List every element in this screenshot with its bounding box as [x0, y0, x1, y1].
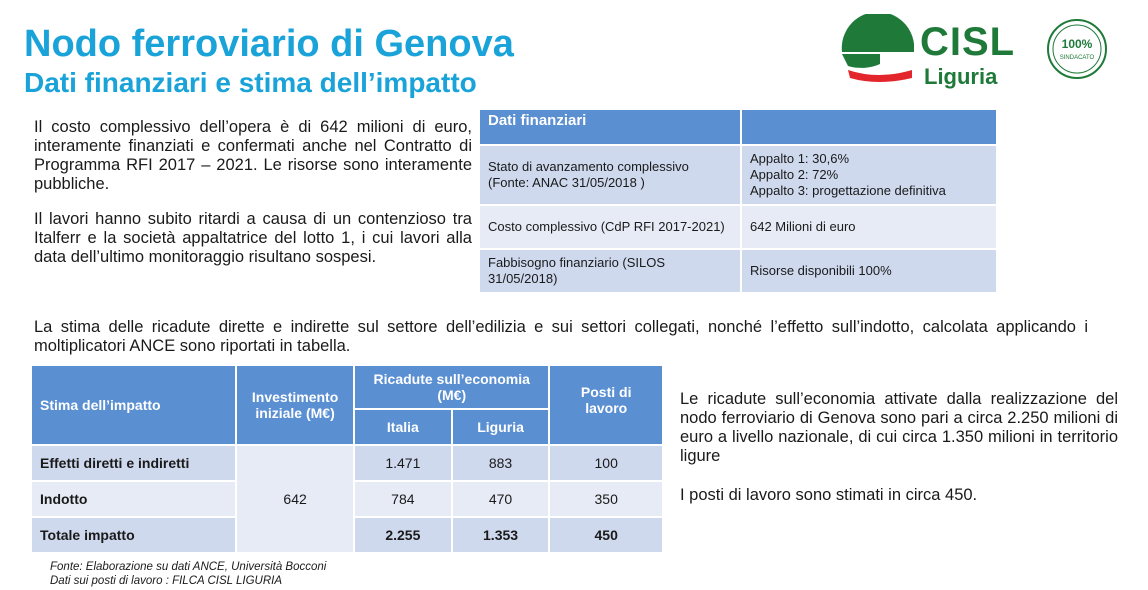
table-row [480, 146, 998, 206]
value-posti: 350 [550, 482, 664, 518]
impact-intro-paragraph: La stima delle ricadute dirette e indirette sul settore dell’edilizia e sui settori collegati, nonché l’effetto sull’indotto, calcolata applicando i moltiplicatori ANCE sono riportati in tabella. [34, 318, 1088, 355]
value-line: Appalto 1: 30,6% [750, 151, 850, 166]
header-italia: Italia [355, 410, 453, 446]
value-italia: 784 [355, 482, 453, 518]
finance-row-label: Stato di avanzamento complessivo (Fonte: ANAC 31/05/2018 ) [480, 146, 742, 206]
svg-text:100%: 100% [1061, 37, 1093, 51]
value-liguria: 1.353 [453, 518, 551, 554]
logo-name: CISL [920, 20, 1016, 64]
value-italia: 2.255 [355, 518, 453, 554]
summary-paragraph-jobs: I posti di lavoro sono stimati in circa 450. [680, 486, 978, 504]
seal-icon [1046, 18, 1108, 80]
source-line: Dati sui posti di lavoro : FILCA CISL LIGURIA [50, 575, 283, 587]
header-investimento: Investimento iniziale (M€) [237, 366, 355, 446]
header-liguria: Liguria [453, 410, 551, 446]
finance-table [480, 110, 998, 294]
impact-row-label: Effetti diretti e indiretti [32, 446, 237, 482]
value-posti: 100 [550, 446, 664, 482]
value-liguria: 883 [453, 446, 551, 482]
finance-row-value [742, 146, 998, 206]
investimento-value: 642 [237, 446, 355, 554]
source-line: Fonte: Elaborazione su dati ANCE, Università Bocconi [50, 561, 327, 573]
value-line: Appalto 3: progettazione definitiva [750, 183, 946, 198]
value-liguria: 470 [453, 482, 551, 518]
value-italia: 1.471 [355, 446, 453, 482]
value-posti: 450 [550, 518, 664, 554]
page-title: Nodo ferroviario di Genova [24, 23, 514, 65]
page-subtitle: Dati finanziari e stima dell’impatto [24, 67, 477, 98]
intro-paragraph-delays: Il lavori hanno subito ritardi a causa di un contenzioso tra Italferr e la società appaltatrice del lotto 1, i cui lavori alla data dell’ultimo monitoraggio risultano sospesi. [34, 210, 472, 266]
finance-table-header: Dati finanziari [480, 110, 742, 146]
svg-text:SINDACATO: SINDACATO [1059, 55, 1095, 61]
finance-row-value: 642 Milioni di euro [742, 206, 998, 250]
table-row [480, 206, 998, 250]
header-stima: Stima dell’impatto [32, 366, 237, 446]
header-ricadute: Ricadute sull’economia (M€) [355, 366, 550, 410]
impact-row-label: Indotto [32, 482, 237, 518]
summary-paragraph-economy: Le ricadute sull’economia attivate dalla realizzazione del nodo ferroviario di Genova sono pari a circa 2.250 milioni di euro a livello nazionale, di cui circa 1.350 milioni in territorio ligure [680, 390, 1118, 465]
intro-paragraph-cost: Il costo complessivo dell’opera è di 642 milioni di euro, interamente finanziati e confermati anche nel Contratto di Programma RFI 2017 – 2021. Le risorse sono interamente pubbliche. [34, 118, 472, 193]
finance-table-header-empty [742, 110, 998, 146]
logo-region: Liguria [924, 64, 998, 89]
value-line: Appalto 2: 72% [750, 167, 839, 182]
impact-table [32, 366, 664, 554]
finance-row-value: Risorse disponibili 100% [742, 250, 998, 294]
finance-row-label: Fabbisogno finanziario (SILOS 31/05/2018) [480, 250, 742, 294]
header-posti: Posti di lavoro [550, 366, 664, 446]
impact-row-label: Totale impatto [32, 518, 237, 554]
table-row [32, 446, 664, 482]
finance-row-label: Costo complessivo (CdP RFI 2017-2021) [480, 206, 742, 250]
table-row [480, 250, 998, 294]
sources-note [50, 560, 326, 588]
